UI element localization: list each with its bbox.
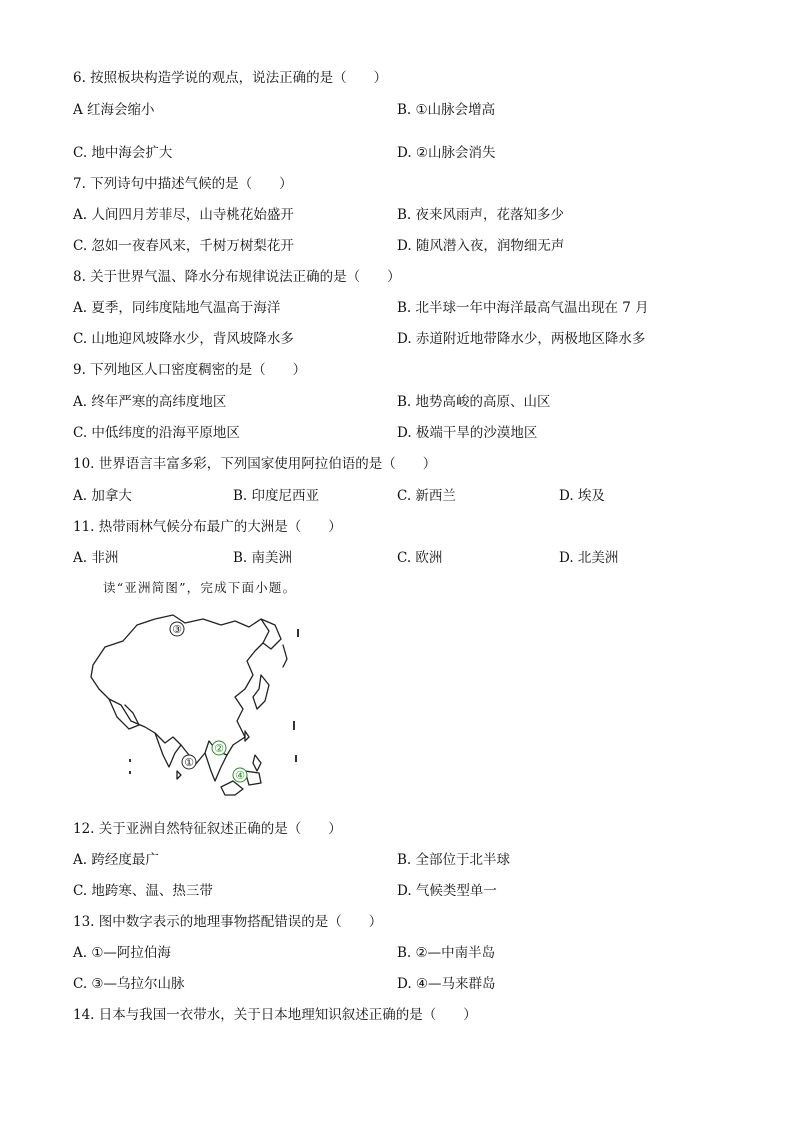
question-13-option-b[interactable]: B. ②—中南半岛 — [397, 945, 496, 961]
asia-sketch-map — [85, 605, 315, 805]
borneo — [245, 771, 261, 785]
map-label-1: ① — [184, 756, 194, 769]
sakhalin — [283, 645, 287, 667]
question-11-option-a[interactable]: A. 非洲 — [73, 550, 119, 566]
malay-islands — [221, 781, 243, 795]
question-13-option-a[interactable]: A. ①—阿拉伯海 — [73, 945, 171, 961]
question-12-option-a[interactable]: A. 跨经度最广 — [73, 852, 159, 868]
question-13-option-c[interactable]: C. ③—乌拉尔山脉 — [73, 976, 185, 992]
map-label-3: ③ — [172, 623, 182, 636]
indian-peninsula — [155, 733, 181, 767]
question-6-option-b[interactable]: B. ①山脉会增高 — [397, 102, 496, 118]
question-9-stem: 9. 下列地区人口密度稠密的是（ ） — [73, 362, 307, 378]
map-label-2: ② — [214, 742, 224, 755]
question-12-option-d[interactable]: D. 气候类型单一 — [397, 883, 497, 899]
question-7-option-c[interactable]: C. 忽如一夜春风来，千树万树梨花开 — [73, 238, 294, 254]
sri-lanka — [177, 771, 181, 779]
question-7-stem: 7. 下列诗句中描述气候的是（ ） — [73, 176, 293, 192]
question-8-option-d[interactable]: D. 赤道附近地带降水少，两极地区降水多 — [397, 331, 646, 347]
map-label-4: ④ — [235, 769, 245, 782]
question-9-option-b[interactable]: B. 地势高峻的高原、山区 — [397, 394, 551, 410]
arabian-peninsula — [109, 699, 139, 729]
philippines — [253, 755, 261, 771]
question-13-option-d[interactable]: D. ④—马来群岛 — [397, 976, 496, 992]
asia-outline — [91, 615, 269, 765]
question-9-option-c[interactable]: C. 中低纬度的沿海平原地区 — [73, 425, 240, 441]
question-7-option-d[interactable]: D. 随风潜入夜，润物细无声 — [397, 238, 565, 254]
question-8-option-b[interactable]: B. 北半球一年中海洋最高气温出现在 7 月 — [397, 300, 649, 316]
question-10-option-b[interactable]: B. 印度尼西亚 — [233, 488, 320, 504]
indochina-peninsula — [205, 753, 227, 781]
question-6-option-c[interactable]: C. 地中海会扩大 — [73, 145, 173, 161]
question-11-stem: 11. 热带雨林气候分布最广的大洲是（ ） — [73, 519, 342, 535]
question-10-option-a[interactable]: A. 加拿大 — [73, 488, 132, 504]
question-9-option-a[interactable]: A. 终年严寒的高纬度地区 — [73, 394, 227, 410]
question-11-option-c[interactable]: C. 欧洲 — [397, 550, 443, 566]
question-13-stem: 13. 图中数字表示的地理事物搭配错误的是（ ） — [73, 914, 383, 930]
question-12-option-c[interactable]: C. 地跨寒、温、热三带 — [73, 883, 213, 899]
map-intro-text: 读“亚洲简图”，完成下面小题。 — [103, 580, 297, 595]
question-6-stem: 6. 按照板块构造学说的观点，说法正确的是（ ） — [73, 70, 388, 86]
question-12-stem: 12. 关于亚洲自然特征叙述正确的是（ ） — [73, 821, 342, 837]
question-9-option-d[interactable]: D. 极端干旱的沙漠地区 — [397, 425, 538, 441]
question-8-option-a[interactable]: A. 夏季，同纬度陆地气温高于海洋 — [73, 300, 281, 316]
question-10-stem: 10. 世界语言丰富多彩，下列国家使用阿拉伯语的是（ ） — [73, 456, 437, 472]
question-7-option-b[interactable]: B. 夜来风雨声，花落知多少 — [397, 207, 565, 223]
question-12-option-b[interactable]: B. 全部位于北半球 — [397, 852, 511, 868]
taiwan-island — [245, 731, 249, 741]
question-11-option-d[interactable]: D. 北美洲 — [559, 550, 619, 566]
question-8-option-c[interactable]: C. 山地迎风坡降水少，背风坡降水多 — [73, 331, 294, 347]
question-10-option-d[interactable]: D. 埃及 — [559, 488, 605, 504]
question-7-option-a[interactable]: A. 人间四月芳菲尽，山寺桃花始盛开 — [73, 207, 294, 223]
question-6-option-a[interactable]: A 红海会缩小 — [73, 102, 155, 118]
question-6-option-d[interactable]: D. ②山脉会消失 — [397, 145, 496, 161]
question-8-stem: 8. 关于世界气温、降水分布规律说法正确的是（ ） — [73, 269, 401, 285]
question-11-option-b[interactable]: B. 南美洲 — [233, 550, 293, 566]
question-14-stem: 14. 日本与我国一衣带水，关于日本地理知识叙述正确的是（ ） — [73, 1007, 477, 1023]
question-10-option-c[interactable]: C. 新西兰 — [397, 488, 456, 504]
japan-islands — [253, 675, 269, 709]
